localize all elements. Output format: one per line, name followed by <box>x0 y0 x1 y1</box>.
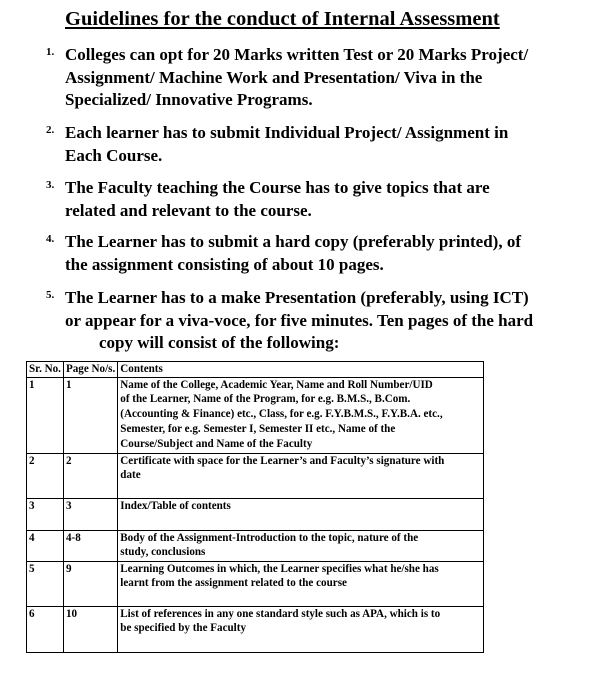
contents-line: (Accounting & Finance) etc., Class, for e.g. F.Y.B.M.S., F.Y.B.A. etc., <box>120 408 443 421</box>
item-line: Each learner has to submit Individual Project/ Assignment in <box>65 123 509 142</box>
item-line: Assignment/ Machine Work and Presentation/ Viva in the <box>65 67 483 87</box>
cell-contents <box>118 561 484 606</box>
cell-pages: 3 <box>63 498 117 530</box>
table-row <box>27 453 484 498</box>
cell-pages: 2 <box>63 453 117 498</box>
contents-line: List of references in any one standard style such as APA, which is to <box>120 607 441 620</box>
cell-sr: 6 <box>27 606 64 652</box>
cell-pages: 9 <box>63 561 117 606</box>
contents-line: Learning Outcomes in which, the Learner specifies what he/she has <box>120 562 439 575</box>
item-number: 4. <box>46 233 55 245</box>
table-header-row <box>27 362 484 378</box>
item-line: related and relevant to the course. <box>65 200 312 220</box>
table-row <box>27 606 484 652</box>
header-sr-no: Sr. No. <box>27 362 64 378</box>
item-number: 5. <box>46 289 55 301</box>
item-number: 1. <box>46 46 55 58</box>
header-page-nos: Page No/s. <box>63 362 117 378</box>
contents-line: be specified by the Faculty <box>120 622 247 635</box>
cell-pages: 4-8 <box>63 530 117 561</box>
cell-contents <box>118 377 484 453</box>
cell-pages: 10 <box>63 606 117 652</box>
cell-sr: 3 <box>27 498 64 530</box>
cell-contents <box>118 453 484 498</box>
contents-line: study, conclusions <box>120 546 206 559</box>
item-line: The Learner has to submit a hard copy (preferably printed), of <box>65 232 522 251</box>
contents-line: Name of the College, Academic Year, Name and Roll Number/UID <box>120 378 433 391</box>
cell-sr: 4 <box>27 530 64 561</box>
item-line: Colleges can opt for 20 Marks written Test or 20 Marks Project/ <box>65 45 529 64</box>
item-line: the assignment consisting of about 10 pages. <box>65 254 384 274</box>
item-line: The Faculty teaching the Course has to give topics that are <box>65 178 490 197</box>
item-line: The Learner has to a make Presentation (preferably, using ICT) <box>65 288 529 307</box>
table-row <box>27 561 484 606</box>
cell-sr: 5 <box>27 561 64 606</box>
cell-pages: 1 <box>63 377 117 453</box>
contents-line: Course/Subject and Name of the Faculty <box>120 437 313 450</box>
table-row <box>27 498 484 530</box>
item-line: or appear for a viva-voce, for five minutes. Ten pages of the hard <box>65 310 534 330</box>
cell-contents <box>118 498 484 530</box>
cell-sr: 2 <box>27 453 64 498</box>
contents-line: of the Learner, Name of the Program, for e.g. B.M.S., B.Com. <box>120 393 411 406</box>
cell-sr: 1 <box>27 377 64 453</box>
table-row <box>27 377 484 453</box>
item-line: Each Course. <box>65 145 163 165</box>
cell-contents <box>118 606 484 652</box>
contents-line: Body of the Assignment-Introduction to the topic, nature of the <box>120 531 419 544</box>
cell-contents <box>118 530 484 561</box>
header-contents: Contents <box>118 362 484 378</box>
contents-line: learnt from the assignment related to the course <box>120 577 347 590</box>
contents-table <box>26 361 484 653</box>
contents-line: Semester, for e.g. Semester I, Semester II etc., Name of the <box>120 422 396 435</box>
item-number: 3. <box>46 179 55 191</box>
contents-line: date <box>120 469 141 482</box>
item-line: copy will consist of the following: <box>99 333 340 352</box>
page-title: Guidelines for the conduct of Internal Assessment <box>65 8 500 30</box>
contents-line: Certificate with space for the Learner’s and Faculty’s signature with <box>120 454 445 467</box>
item-line: Specialized/ Innovative Programs. <box>65 90 313 109</box>
item-number: 2. <box>46 124 55 136</box>
contents-line: Index/Table of contents <box>120 499 231 512</box>
table-row <box>27 530 484 561</box>
